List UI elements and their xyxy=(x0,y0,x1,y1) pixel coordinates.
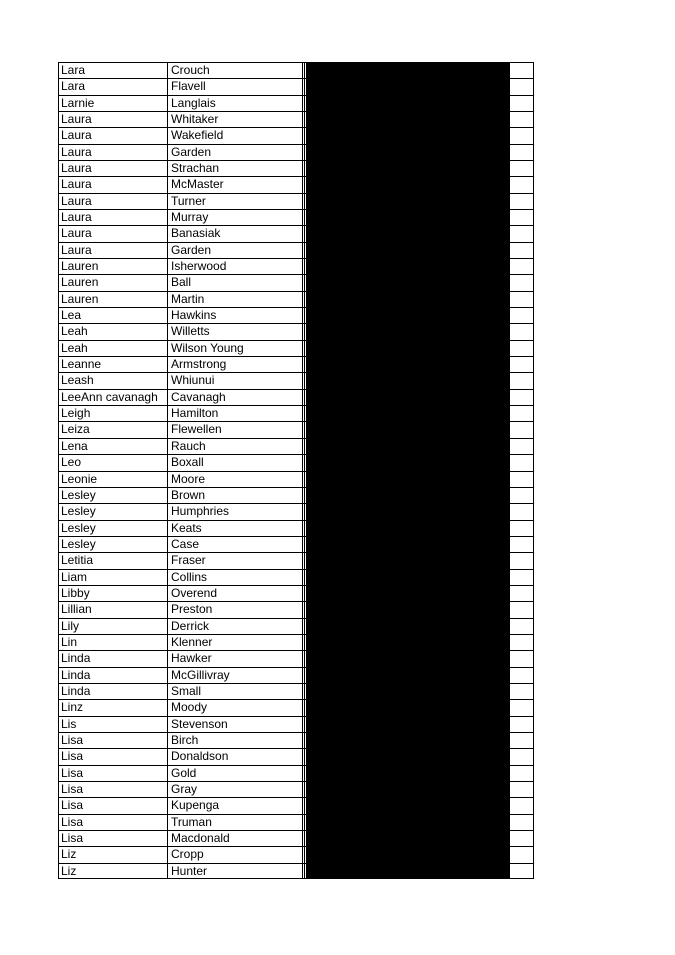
last-name-cell: Langlais xyxy=(171,95,216,110)
row-divider xyxy=(58,356,534,357)
first-name-cell: LeeAnn cavanagh xyxy=(61,389,158,404)
last-name-cell: Gold xyxy=(171,765,197,780)
last-name-cell: Crouch xyxy=(171,63,210,77)
first-name-cell: Lis xyxy=(61,716,77,731)
last-name-cell: Overend xyxy=(171,585,218,600)
first-name-cell: Lisa xyxy=(61,749,84,764)
row-divider xyxy=(58,95,534,96)
last-name-cell: Flewellen xyxy=(171,422,222,437)
first-name-cell: Lisa xyxy=(61,798,84,813)
row-divider xyxy=(58,78,534,79)
last-name-cell: Whitaker xyxy=(171,112,219,127)
row-divider xyxy=(58,389,534,390)
row-divider xyxy=(58,520,534,521)
first-name-cell: Leanne xyxy=(61,357,102,372)
row-divider xyxy=(58,748,534,749)
last-name-cell: Hunter xyxy=(171,863,208,878)
first-name-cell: Liz xyxy=(61,847,77,862)
row-divider xyxy=(58,193,534,194)
name-table xyxy=(58,62,534,879)
last-name-cell: Hawkins xyxy=(171,308,217,323)
first-name-cell: Lauren xyxy=(61,275,99,290)
last-name-cell: Donaldson xyxy=(171,749,229,764)
last-name-cell: Truman xyxy=(171,814,212,829)
row-divider xyxy=(58,634,534,635)
first-name-cell: Linda xyxy=(61,651,91,666)
first-name-cell: Lea xyxy=(61,308,82,323)
last-name-cell: Flavell xyxy=(171,79,206,94)
row-divider xyxy=(58,667,534,668)
row-divider xyxy=(58,716,534,717)
row-divider xyxy=(58,209,534,210)
row-divider xyxy=(58,569,534,570)
row-divider xyxy=(58,650,534,651)
row-divider xyxy=(58,454,534,455)
row-divider xyxy=(58,438,534,439)
last-name-cell: Macdonald xyxy=(171,830,230,845)
row-divider xyxy=(58,878,534,879)
first-name-cell: Lily xyxy=(61,618,80,633)
first-name-cell: Laura xyxy=(61,161,92,176)
first-name-cell: Leo xyxy=(61,455,82,470)
last-name-cell: Preston xyxy=(171,602,213,617)
row-divider xyxy=(58,765,534,766)
first-name-cell: Libby xyxy=(61,585,90,600)
row-divider xyxy=(58,699,534,700)
first-name-cell: Lesley xyxy=(61,536,96,551)
first-name-cell: Laura xyxy=(61,144,92,159)
last-name-cell: Rauch xyxy=(171,438,206,453)
last-name-cell: Case xyxy=(171,536,200,551)
last-name-cell: Whiunui xyxy=(171,373,215,388)
first-name-cell: Lisa xyxy=(61,830,84,845)
last-name-cell: McGillivray xyxy=(171,667,230,682)
last-name-cell: Ball xyxy=(171,275,192,290)
first-name-cell: Leiza xyxy=(61,422,90,437)
last-name-cell: Gray xyxy=(171,781,198,796)
row-divider xyxy=(58,242,534,243)
row-divider xyxy=(58,585,534,586)
row-divider xyxy=(58,487,534,488)
first-name-cell: Laura xyxy=(61,242,92,257)
column-divider xyxy=(58,62,59,879)
first-name-cell: Leah xyxy=(61,324,88,339)
first-name-cell: Lara xyxy=(61,79,86,94)
last-name-cell: Cropp xyxy=(171,847,204,862)
first-name-cell: Lisa xyxy=(61,814,84,829)
row-divider xyxy=(58,160,534,161)
row-divider xyxy=(58,144,534,145)
row-divider xyxy=(58,127,534,128)
first-name-cell: Linda xyxy=(61,683,91,698)
first-name-cell: Lisa xyxy=(61,781,84,796)
first-name-cell: Linda xyxy=(61,667,91,682)
first-name-cell: Liam xyxy=(61,569,88,584)
first-name-cell: Lauren xyxy=(61,291,99,306)
first-name-cell: Lesley xyxy=(61,487,96,502)
row-divider xyxy=(58,274,534,275)
row-divider xyxy=(58,225,534,226)
last-name-cell: Isherwood xyxy=(171,259,227,274)
last-name-cell: Armstrong xyxy=(171,357,227,372)
column-divider-double xyxy=(302,62,305,879)
first-name-cell: Lin xyxy=(61,634,78,649)
row-divider xyxy=(58,340,534,341)
last-name-cell: Derrick xyxy=(171,618,209,633)
row-divider xyxy=(58,601,534,602)
last-name-cell: Murray xyxy=(171,210,209,225)
last-name-cell: Birch xyxy=(171,732,199,747)
first-name-cell: Laura xyxy=(61,128,92,143)
last-name-cell: Small xyxy=(171,683,202,698)
column-divider xyxy=(509,62,510,879)
row-divider xyxy=(58,618,534,619)
row-divider xyxy=(58,176,534,177)
row-divider xyxy=(58,291,534,292)
last-name-cell: Wakefield xyxy=(171,128,224,143)
last-name-cell: Garden xyxy=(171,144,212,159)
row-divider xyxy=(58,863,534,864)
last-name-cell: Cavanagh xyxy=(171,389,226,404)
last-name-cell: Collins xyxy=(171,569,208,584)
row-divider xyxy=(58,830,534,831)
first-name-cell: Laura xyxy=(61,177,92,192)
first-name-cell: Letitia xyxy=(61,553,94,568)
row-divider xyxy=(58,552,534,553)
first-name-cell: Lisa xyxy=(61,732,84,747)
row-divider xyxy=(58,846,534,847)
last-name-cell: Keats xyxy=(171,520,202,535)
first-name-cell: Leah xyxy=(61,340,88,355)
last-name-cell: McMaster xyxy=(171,177,224,192)
row-divider xyxy=(58,258,534,259)
last-name-cell: Martin xyxy=(171,291,205,306)
column-divider xyxy=(533,62,534,879)
first-name-cell: Leash xyxy=(61,373,94,388)
first-name-cell: Lesley xyxy=(61,504,96,519)
last-name-cell: Klenner xyxy=(171,634,213,649)
first-name-cell: Leigh xyxy=(61,406,91,421)
last-name-cell: Humphries xyxy=(171,504,230,519)
row-divider xyxy=(58,503,534,504)
last-name-cell: Kupenga xyxy=(171,798,220,813)
row-divider xyxy=(58,372,534,373)
row-divider xyxy=(58,536,534,537)
column-divider xyxy=(167,62,168,879)
last-name-cell: Garden xyxy=(171,242,212,257)
row-divider xyxy=(58,814,534,815)
first-name-cell: Lillian xyxy=(61,602,92,617)
first-name-cell: Lesley xyxy=(61,520,96,535)
row-divider xyxy=(58,111,534,112)
row-divider xyxy=(58,307,534,308)
row-divider xyxy=(58,471,534,472)
first-name-cell: Lauren xyxy=(61,259,99,274)
last-name-cell: Moody xyxy=(171,700,208,715)
last-name-cell: Boxall xyxy=(171,455,204,470)
row-divider xyxy=(58,62,534,63)
last-name-cell: Hamilton xyxy=(171,406,219,421)
last-name-cell: Willetts xyxy=(171,324,210,339)
row-divider xyxy=(58,732,534,733)
first-name-cell: Lena xyxy=(61,438,88,453)
row-divider xyxy=(58,797,534,798)
first-name-cell: Leonie xyxy=(61,471,98,486)
last-name-cell: Strachan xyxy=(171,161,220,176)
row-divider xyxy=(58,323,534,324)
row-divider xyxy=(58,421,534,422)
last-name-cell: Fraser xyxy=(171,553,206,568)
first-name-cell: Linz xyxy=(61,700,84,715)
last-name-cell: Hawker xyxy=(171,651,212,666)
first-name-cell: Laura xyxy=(61,193,92,208)
first-name-cell: Liz xyxy=(61,863,77,878)
first-name-cell: Laura xyxy=(61,112,92,127)
row-divider xyxy=(58,405,534,406)
first-name-cell: Larnie xyxy=(61,95,95,110)
last-name-cell: Brown xyxy=(171,487,206,502)
last-name-cell: Banasiak xyxy=(171,226,221,241)
first-name-cell: Lara xyxy=(61,63,86,77)
first-name-cell: Laura xyxy=(61,210,92,225)
first-name-cell: Laura xyxy=(61,226,92,241)
last-name-cell: Moore xyxy=(171,471,206,486)
last-name-cell: Stevenson xyxy=(171,716,228,731)
row-divider xyxy=(58,683,534,684)
last-name-cell: Wilson Young xyxy=(171,340,244,355)
last-name-cell: Turner xyxy=(171,193,206,208)
row-divider xyxy=(58,781,534,782)
first-name-cell: Lisa xyxy=(61,765,84,780)
